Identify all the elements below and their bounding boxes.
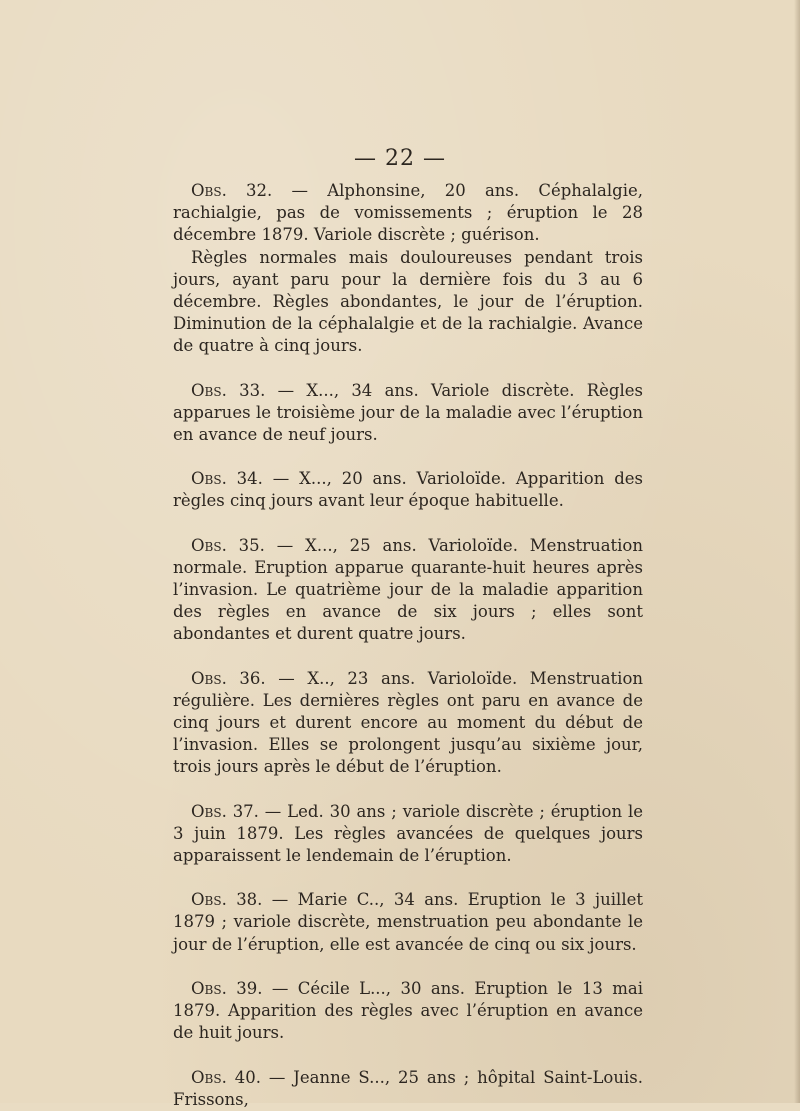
obs-text: 36. — X.., 23 ans. Varioloïde. Menstruation régulière. Les dernières règles ont paru en avance de cinq jours et durent encore au moment du début de l’invasion. Elles se prolongent jusqu’au sixième jour, trois jours après le début de l’éruption. — [173, 668, 644, 777]
observation-33 — [173, 380, 643, 447]
observation-37 — [173, 801, 643, 868]
obs-label: Obs. — [191, 535, 227, 555]
observation-40 — [173, 1067, 643, 1111]
obs-text: 39. — Cécile L..., 30 ans. Eruption le 13 mai 1879. Apparition des règles avec l’éruption en avance de huit jours. — [173, 978, 643, 1043]
obs-text: 38. — Marie C.., 34 ans. Eruption le 3 juillet 1879 ; variole discrète, menstruation peu abondante le jour de l’éruption, elle est avancée de cinq ou six jours. — [173, 890, 643, 954]
observation-34 — [173, 468, 643, 512]
obs-label: Obs. — [191, 380, 227, 400]
obs-text: 35. — X..., 25 ans. Varioloïde. Menstruation normale. Eruption apparue quarante-huit heures après l’invasion. Le quatrième jour de la maladie apparition des règles en avance de six jours ; elles sont abondantes et durent quatre jours. — [173, 535, 643, 644]
observation-38 — [173, 889, 643, 956]
observation-32 — [173, 180, 643, 247]
obs-label: Obs. — [191, 469, 227, 489]
observation-36 — [173, 668, 643, 779]
obs-text: Règles normales mais douloureuses pendant trois jours, ayant paru pour la dernière fois du 3 au 6 décembre. Règles abondantes, le jour de l’éruption. Diminution de la céphalalgie et de la rachialgie. Avance de quatre à cinq jours. — [173, 247, 643, 356]
observation-35 — [173, 535, 643, 646]
obs-label: Obs. — [191, 1067, 227, 1087]
obs-label: Obs. — [191, 801, 227, 821]
observation-32-continued — [173, 247, 643, 358]
obs-text: 33. — X..., 34 ans. Variole discrète. Règles apparues le troisième jour de la maladie avec l’éruption en avance de neuf jours. — [173, 380, 643, 445]
obs-text: 37. — Led. 30 ans ; variole discrète ; éruption le 3 juin 1879. Les règles avancées de quelques jours apparaissent le lendemain de l’éruption. — [173, 801, 643, 866]
obs-label: Obs. — [191, 890, 227, 910]
obs-text: 34. — X..., 20 ans. Varioloïde. Apparition des règles cinq jours avant leur époque habituelle. — [173, 469, 643, 511]
obs-label: Obs. — [191, 181, 227, 200]
body-text — [173, 180, 643, 1111]
observation-39 — [173, 978, 643, 1045]
obs-label: Obs. — [191, 668, 227, 688]
obs-text: 32. — Alphonsine, 20 ans. Céphalalgie, rachialgie, pas de vomissements ; éruption le 28 décembre 1879. Variole discrète ; guérison. — [173, 181, 643, 245]
page-number: — 22 — — [354, 146, 446, 171]
obs-label: Obs. — [191, 978, 227, 998]
obs-text: 40. — Jeanne S..., 25 ans ; hôpital Saint-Louis. Frissons, — [173, 1067, 643, 1109]
